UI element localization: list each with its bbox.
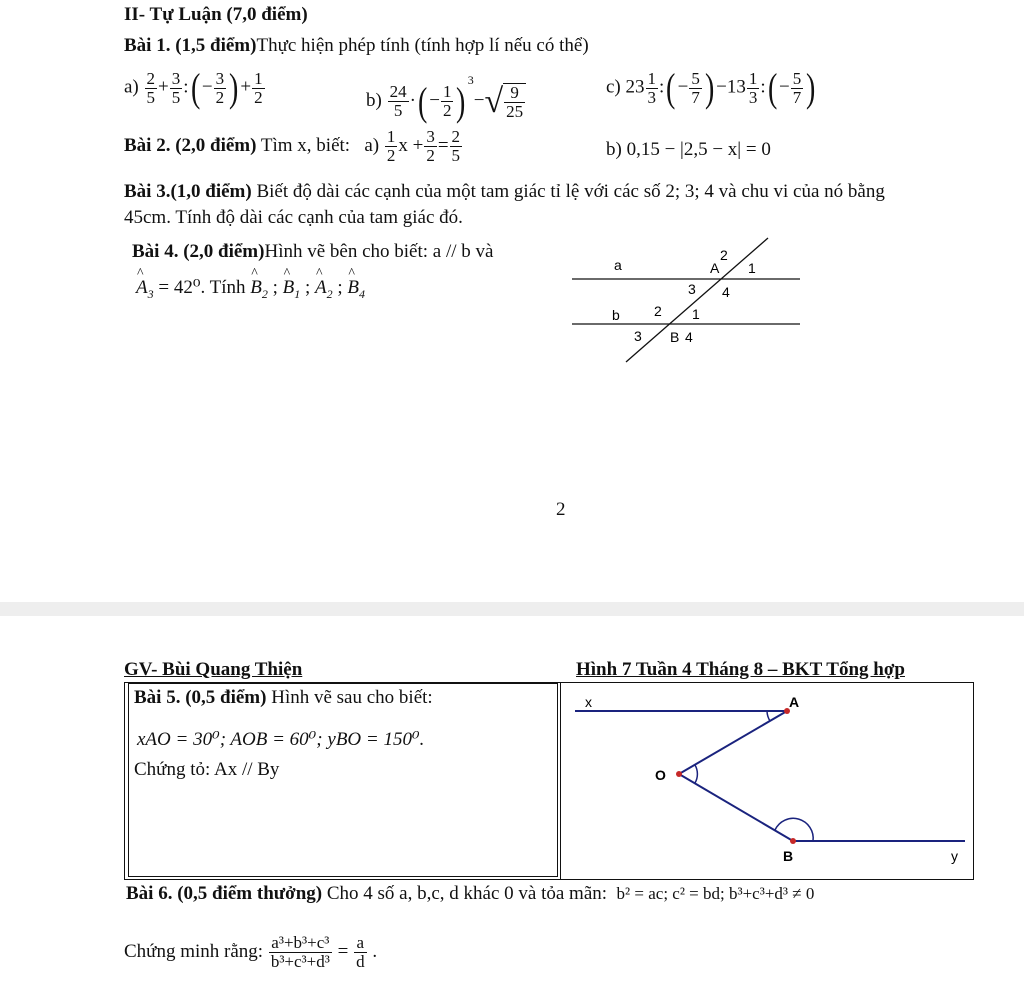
label-b: B [783, 848, 794, 864]
bai4-text1: Hình vẽ bên cho biết: a // b và [264, 241, 494, 262]
page-lower [0, 616, 1024, 995]
bai5-text: Hình vẽ sau cho biết: [266, 687, 433, 708]
bai5-label: Bài 5. (0,5 điểm) [134, 687, 267, 708]
label-x: x [585, 694, 592, 710]
arc-angle-a [767, 711, 770, 721]
bai1-heading [124, 34, 589, 58]
point-a-label: A [710, 260, 720, 276]
bai4-label: Bài 4. (2,0 điểm) [132, 241, 265, 262]
fraction: $\frac{2}{5}$ [451, 127, 461, 165]
bai6-label: Bài 6. (0,5 điểm thưởng) [126, 883, 323, 904]
fraction: $\frac{2}{5}$ [146, 68, 156, 107]
fraction: $\frac{1}{2}$ [254, 68, 263, 107]
bai5-text-inner [128, 683, 558, 877]
bai6-line1 [126, 882, 814, 906]
bai3-line1 [124, 180, 885, 204]
fraction: $\frac{1}{2}$ [442, 82, 452, 121]
label-y: y [951, 848, 958, 864]
line-b-label: b [612, 307, 620, 323]
bai6-rhs-fraction [354, 934, 367, 971]
b-angle-3: 3 [634, 328, 642, 344]
angle-b2: ^ $B_2$ [250, 276, 268, 306]
label-a: A [789, 694, 800, 710]
a-angle-2: 2 [720, 247, 728, 263]
angle-a2: ^ $A_2$ [315, 276, 333, 306]
section-title: II- Tự Luận (7,0 điểm) [124, 4, 308, 25]
bai2-text: Tìm x, biết: [260, 134, 351, 156]
bai4-line1 [132, 240, 493, 264]
bai1-label: Bài 1. (1,5 điểm) [124, 35, 257, 56]
point-b-label: B [670, 329, 680, 345]
bai4-line2: ^ $A_3 = 42^0$. Tính ^ $B_2$ ; ^ $B_1$ ; ^ $A_2$ ; ^ $B_4$ [136, 276, 365, 306]
bai3-text1: Biết độ dài các cạnh của một tam giác tỉ lệ với các số 2; 3; 4 và chu vi của nó bằng [251, 181, 885, 202]
angle-b4: ^ $B_4$ [347, 276, 365, 306]
bai1-b-label: b) [366, 90, 382, 111]
teacher-header: GV- Bùi Quang Thiện [124, 659, 303, 680]
bai5-figure-box [560, 682, 974, 880]
page-gap [0, 602, 1024, 616]
fraction: $\frac{1}{3}$ [647, 68, 657, 107]
bai6-rhs-d: d [356, 952, 365, 971]
fraction: $\frac{3}{2}$ [426, 127, 435, 165]
bai6-line2: Chứng minh rằng: $\frac{\text{a³+b³+c³}}{\text{b³+c³+d³}}$ = $\frac{a}{d}$ . [124, 933, 378, 971]
segment-ob [679, 774, 793, 841]
b-angle-2: 2 [654, 303, 662, 319]
fraction: $\frac{24}{5}$ [389, 82, 407, 121]
angle-a3: ^ $A_3$ [136, 276, 154, 306]
fraction: $\frac{1}{3}$ [748, 68, 758, 107]
bai5-figure [561, 683, 973, 879]
bai1-b: b) $\frac{24}{5}$ ·( − $\frac{1}{2}$ ) $^3$−√ $\frac{9}{25}$ [366, 68, 526, 122]
bai1-a: a) $\frac{2}{5}$ + $\frac{3}{5}$ :( − $\frac{3}{2}$ ) + $\frac{1}{2}$ [124, 65, 263, 110]
bai5-prove: Chứng tỏ: Ax // By [134, 759, 280, 780]
bai2-line: Bài 2. (2,0 điểm) Tìm x, biết: a) $\frac{1}{2}$ x + $\frac{3}{2}$ = $\frac{2}{5}$ [124, 127, 461, 165]
b-angle-4: 4 [685, 329, 693, 345]
bai5-text-box [124, 682, 561, 880]
a-angle-4: 4 [722, 284, 730, 300]
bai6-prove-label: Chứng minh rằng: [124, 940, 264, 962]
bai1-text: Thực hiện phép tính (tính hợp lí nếu có thể) [256, 35, 589, 56]
bai5-heading [134, 686, 433, 710]
bai5-given: xAO = 30⁰; AOB = 60⁰; yBO = 150⁰. [137, 729, 425, 750]
b-angle-1: 1 [692, 306, 700, 322]
fraction: $\frac{3}{5}$ [171, 68, 181, 107]
point-o [676, 771, 682, 777]
transversal [626, 238, 768, 362]
bai6-text: Cho 4 số a, b,c, d khác 0 và tỏa mãn: [322, 883, 608, 904]
bai6-numerator: a³+b³+c³ [269, 934, 332, 953]
fraction: $\frac{5}{7}$ [792, 68, 802, 107]
fraction: $\frac{5}{7}$ [691, 68, 700, 107]
bai6-condition: b² = ac; c² = bd; b³+c³+d³ ≠ 0 [616, 884, 815, 903]
point-b [790, 838, 796, 844]
bai6-denominator: b³+c³+d³ [270, 952, 330, 971]
bai6-rhs-n: a [354, 934, 367, 953]
course-header: Hình 7 Tuần 4 Tháng 8 – BKT Tổng hợp [576, 659, 905, 680]
arc-angle-b [775, 818, 813, 841]
bai1-c: c) 23 $\frac{1}{3}$ :( − $\frac{5}{7}$ ) −13 $\frac{1}{3}$ :( − $\frac{5}{7}$ ) [606, 65, 816, 110]
segment-ao [679, 711, 787, 774]
angle-b1: ^ $B_1$ [283, 276, 301, 306]
bai2-label: Bài 2. (2,0 điểm) [124, 134, 257, 156]
bai1-a-label: a) [124, 76, 139, 98]
bai3-label: Bài 3.(1,0 điểm) [124, 181, 252, 202]
line-a-label: a [614, 257, 622, 273]
a-angle-1: 1 [748, 260, 756, 276]
a-angle-3: 3 [688, 281, 696, 297]
square-root: √ $\frac{9}{25}$ [485, 83, 527, 121]
bai3-line2: 45cm. Tính độ dài các cạnh của tam giác đó. [124, 207, 463, 228]
bai2-b: b) 0,15 − |2,5 − x| = 0 [606, 139, 771, 160]
bai4-given: = 42⁰. Tính [158, 277, 246, 298]
fraction: $\frac{1}{2}$ [386, 127, 396, 165]
bai4-figure [560, 230, 810, 370]
bai1-c-label: c) [606, 76, 621, 98]
bai6-lhs-fraction [269, 934, 332, 971]
bai2-a-label: a) [364, 134, 380, 156]
label-o: O [655, 767, 666, 783]
fraction: $\frac{3}{2}$ [215, 68, 225, 107]
arc-angle-o [695, 765, 697, 783]
page-number: 2 [556, 499, 566, 520]
